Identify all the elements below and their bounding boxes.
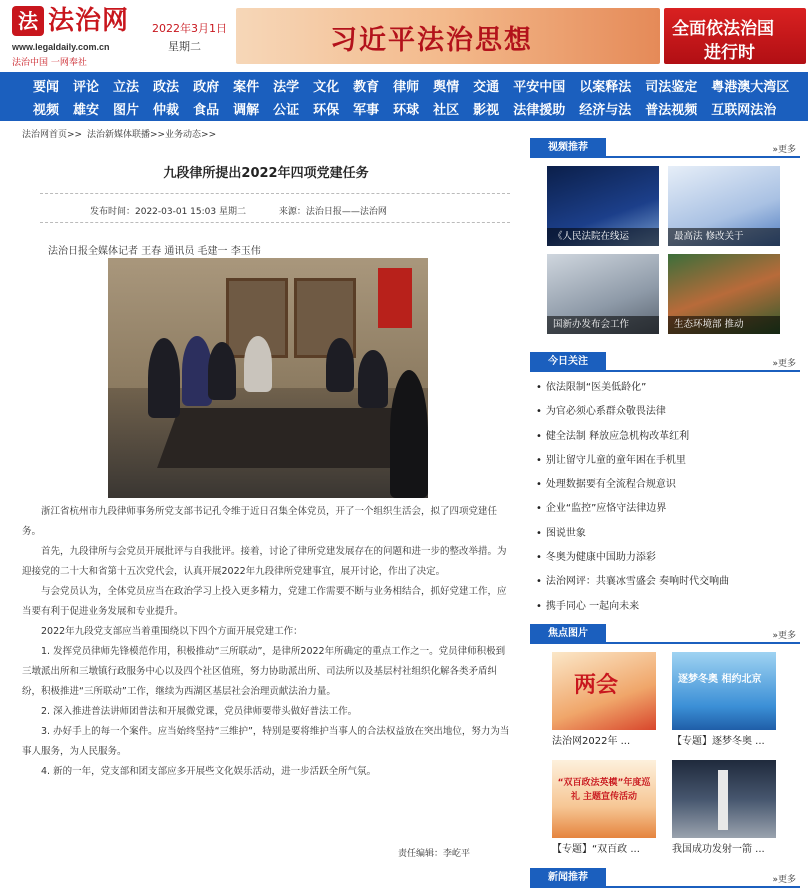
nav-link[interactable]: 舆情 [433,80,460,95]
nav-link[interactable]: 粤港澳大湾区 [711,80,790,95]
banner-rule-of-law[interactable] [664,8,806,64]
article-body [22,502,510,782]
focus-more-link[interactable]: »更多 [772,631,796,641]
focus-thumb[interactable]: “双百政法英模”年度巡礼 主题宣传活动 [552,760,656,838]
nav-link[interactable]: 律师 [393,80,420,95]
nav-link[interactable]: 影视 [473,103,500,118]
banner-flag-icon [378,268,412,328]
nav-row-2 [33,98,808,119]
news-section-header [530,868,800,888]
article-meta [90,204,387,217]
focus-caption[interactable]: 我国成功发射一箭 ... [672,844,765,855]
nav-link[interactable]: 政法 [153,80,180,95]
today-news-link[interactable]: • 为官必须心系群众敬畏法律 [536,400,800,424]
nav-link[interactable]: 食品 [193,103,220,118]
title-divider [40,193,510,194]
focus-caption[interactable]: 【专题】逐梦冬奥 ... [672,736,765,747]
article-paragraph: 2022年九段党支部应当着重围绕以下四个方面开展党建工作： [41,626,303,637]
article-paragraph: 首先，九段律所与会党员开展批评与自我批评。接着，讨论了律所党建发展存在的问题和进一步的整改举措。为迎接党的二十大和省第十五次党代会，认真开展2022年九段律所党建事宜，展开讨论，作出了决定。 [22,546,507,577]
logo-name: 法治网 [48,6,130,36]
nav-link[interactable]: 司法鉴定 [645,80,698,95]
nav-link[interactable]: 仲裁 [153,103,180,118]
focus-caption[interactable]: 【专题】“双百政 ... [552,844,640,855]
today-more-link[interactable]: »更多 [772,359,796,369]
video-section-header [530,138,800,158]
nav-link[interactable]: 立法 [113,80,140,95]
nav-link[interactable]: 环球 [393,103,420,118]
nav-link[interactable]: 社区 [433,103,460,118]
nav-row-1 [33,75,808,96]
focus-thumb[interactable]: 逐梦冬奥 相约北京 [672,652,776,730]
nav-link[interactable]: 以案释法 [579,80,632,95]
news-section-title: 新闻推荐 [530,868,606,888]
breadcrumb-section[interactable]: 法治新媒体联播>>业务动态>> [86,130,217,140]
today-section-header [530,352,800,372]
today-news-link[interactable]: • 法治网评：共襄冰雪盛会 奏响时代交响曲 [536,570,800,594]
nav-link[interactable]: 案件 [233,80,260,95]
focus-section-title: 焦点图片 [530,624,606,644]
focus-section-header [530,624,800,644]
nav-link[interactable]: 教育 [353,80,380,95]
today-news-link[interactable]: • 别让留守儿童的童年困在手机里 [536,449,800,473]
nav-link[interactable]: 调解 [233,103,260,118]
breadcrumb-home[interactable]: 法治网首页>> [22,130,83,140]
video-thumb[interactable] [547,166,659,246]
today-news-link[interactable]: • 冬奥为健康中国助力添彩 [536,546,800,570]
news-more-link[interactable]: »更多 [772,875,796,885]
nav-link[interactable]: 要闻 [33,80,60,95]
nav-link[interactable]: 公证 [273,103,300,118]
today-news-link[interactable]: • 健全法制 释放应急机构改革红利 [536,425,800,449]
today-news-link[interactable]: • 企业“监控”应恪守法律边界 [536,497,800,521]
today-news-link[interactable]: • 依法限制“医美低龄化” [536,376,800,400]
nav-link[interactable]: 雄安 [73,103,100,118]
nav-link[interactable]: 平安中国 [513,80,566,95]
header-weekday: 星期二 [168,40,201,53]
banner-rule-of-law-line1: 全面依法治国 [672,19,774,39]
video-caption: 生态环境部 推动 [668,316,780,334]
article-paragraph: 2. 深入推进普法讲师团普法和开展微党课，党员律师要带头做好普法工作。 [41,706,358,717]
video-thumb[interactable] [547,254,659,334]
nav-link[interactable]: 经济与法 [579,103,632,118]
banner-rule-of-law-line2: 进行时 [704,43,755,63]
article-editor: 责任编辑：李屹平 [398,849,471,859]
nav-link[interactable]: 法律援助 [513,103,566,118]
today-news-link[interactable]: • 处理数据要有全流程合规意识 [536,473,800,497]
nav-link[interactable]: 视频 [33,103,60,118]
article-paragraph: 1. 发挥党员律师先锋模范作用，积极推动“三所联动”，是律所2022年所确定的重点工作之一。党员律师积极到三墩派出所和三墩镇行政服务中心以及四个社区值班，努力协助派出所、司法所以及基层村社组织化解各类矛盾纠纷，积极推进“三所联动”工作，继续为西湖区基层社会治理贡献法治力量。 [22,646,506,697]
video-thumb[interactable] [668,254,780,334]
video-caption: 国新办发布会工作 [547,316,659,334]
nav-link[interactable]: 图片 [113,103,140,118]
focus-caption[interactable]: 法治网2022年 ... [552,736,631,747]
nav-link[interactable]: 普法视频 [645,103,698,118]
video-thumb[interactable] [668,166,780,246]
article-title: 九段律所提出2022年四项党建任务 [163,166,369,181]
nav-link[interactable]: 文化 [313,80,340,95]
header-date: 2022年3月1日 [152,22,227,35]
article-paragraph: 3. 办好手上的每一个案件。应当始终坚持“三维护”，特别是要将维护当事人的合法权益放在突出地位，努力为当事人服务，为人民服务。 [22,726,510,757]
meta-divider [40,222,510,223]
today-news-link[interactable]: • 携手同心 一起向未来 [536,595,800,619]
video-section-title: 视频推荐 [530,138,606,158]
today-section-title: 今日关注 [530,352,606,372]
today-news-link[interactable]: • 图说世象 [536,522,800,546]
video-caption: 最高法 修改关于 [668,228,780,246]
focus-thumb[interactable] [672,760,776,838]
publish-time: 发布时间：2022-03-01 15:03 星期二 [90,207,246,217]
video-more-link[interactable]: »更多 [772,145,796,155]
focus-thumb[interactable]: 两会 [552,652,656,730]
nav-link[interactable]: 互联网法治 [711,103,777,118]
logo-url: www.legaldaily.com.cn [12,42,110,52]
banner-legal-thought[interactable] [236,8,660,64]
article-photo [108,258,428,498]
nav-link[interactable]: 评论 [73,80,100,95]
today-list [536,376,800,619]
article-paragraph: 浙江省杭州市九段律师事务所党支部书记孔令维于近日召集全体党员，开了一个组织生活会，拟了四项党建任务。 [22,506,498,537]
nav-link[interactable]: 环保 [313,103,340,118]
article-byline: 法治日报全媒体记者 王春 通讯员 毛建一 李玉伟 [48,246,261,257]
nav-link[interactable]: 交通 [473,80,500,95]
nav-link[interactable]: 军事 [353,103,380,118]
nav-link[interactable]: 政府 [193,80,220,95]
rocket-icon [718,770,728,830]
video-caption: 《人民法院在线运 [547,228,659,246]
banner-legal-thought-text: 习近平法治思想 [330,25,533,56]
breadcrumb [22,127,218,140]
meeting-table [157,408,419,468]
logo-slogan: 法治中国 一网奉社 [12,58,87,68]
article-source: 来源：法治日报——法治网 [278,207,387,217]
logo-emblem-icon: 法 [12,6,44,36]
main-nav [0,72,808,121]
nav-link[interactable]: 法学 [273,80,300,95]
site-header [0,0,808,68]
site-logo[interactable] [12,6,132,68]
article-paragraph: 4. 新的一年，党支部和团支部应多开展些文化娱乐活动，进一步活跃全所气氛。 [41,766,377,777]
article-paragraph: 与会党员认为，全体党员应当在政治学习上投入更多精力，党建工作需要不断与业务相结合，抓好党建工作，应当要有利于促进业务发展和专业提升。 [22,586,507,617]
